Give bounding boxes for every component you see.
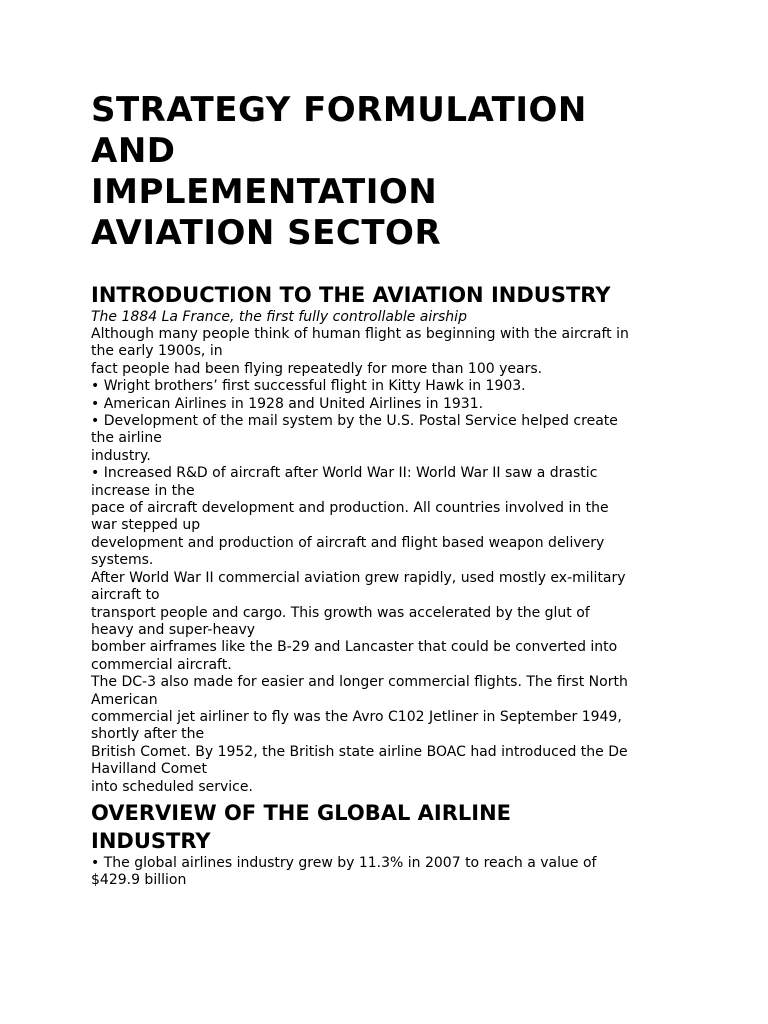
body-text-line: shortly after the xyxy=(91,726,205,743)
intro-body xyxy=(91,326,681,796)
intro-subtitle: The 1884 La France, the first fully controllable airship xyxy=(91,309,467,325)
body-text-line: development and production of aircraft and flight based weapon delivery xyxy=(91,534,605,551)
bullet-line: • Increased R&D of aircraft after World War II: World War II saw a drastic xyxy=(91,465,598,482)
intro-heading: INTRODUCTION TO THE AVIATION INDUSTRY xyxy=(91,283,611,307)
body-text-line: increase in the xyxy=(91,482,195,499)
bullet-line: • The global airlines industry grew by 11.3% in 2007 to reach a value of xyxy=(91,854,597,871)
body-text-line: Although many people think of human flight as beginning with the aircraft in xyxy=(91,326,629,342)
body-text-line: aircraft to xyxy=(91,587,160,604)
body-text-line: systems. xyxy=(91,552,154,569)
bullet-line: • American Airlines in 1928 and United Airlines in 1931. xyxy=(91,395,484,412)
overview-heading-line: OVERVIEW OF THE GLOBAL AIRLINE xyxy=(91,800,512,825)
body-text-line: Havilland Comet xyxy=(91,761,207,778)
document-page xyxy=(91,90,681,890)
body-text-line: war stepped up xyxy=(91,517,201,534)
body-text-line: American xyxy=(91,691,158,708)
document-title-line: AND xyxy=(91,131,176,171)
bullet-line: • Wright brothers’ first successful flight in Kitty Hawk in 1903. xyxy=(91,378,526,395)
document-title-line: AVIATION SECTOR xyxy=(91,213,442,253)
body-text-line: The DC-3 also made for easier and longer commercial flights. The first North xyxy=(91,674,628,691)
document-title xyxy=(91,90,681,254)
bullet-line: • Development of the mail system by the U.S. Postal Service helped create xyxy=(91,413,618,430)
body-text-line: commercial jet airliner to fly was the Avro C102 Jetliner in September 1949, xyxy=(91,708,622,725)
overview-section xyxy=(91,799,681,890)
overview-heading-line: INDUSTRY xyxy=(91,828,211,853)
body-text-line: heavy and super-heavy xyxy=(91,621,256,638)
body-text-line: into scheduled service. xyxy=(91,778,253,795)
body-text-line: transport people and cargo. This growth was accelerated by the glut of xyxy=(91,604,590,621)
body-text-line: bomber airframes like the B-29 and Lancaster that could be converted into xyxy=(91,639,618,656)
document-title-line: STRATEGY FORMULATION xyxy=(91,90,587,130)
body-text-line: British Comet. By 1952, the British state airline BOAC had introduced the De xyxy=(91,743,628,760)
overview-heading xyxy=(91,799,681,855)
body-text-line: commercial aircraft. xyxy=(91,656,232,673)
body-text-line: the early 1900s, in xyxy=(91,343,223,360)
body-text-line: the airline xyxy=(91,430,162,447)
body-text-line: pace of aircraft development and production. All countries involved in the xyxy=(91,500,609,517)
body-text-line: $429.9 billion xyxy=(91,872,187,889)
body-text-line: fact people had been flying repeatedly for more than 100 years. xyxy=(91,360,543,377)
body-text-line: industry. xyxy=(91,447,151,464)
document-title-line: IMPLEMENTATION xyxy=(91,172,438,212)
body-text-line: After World War II commercial aviation grew rapidly, used mostly ex-military xyxy=(91,569,626,586)
